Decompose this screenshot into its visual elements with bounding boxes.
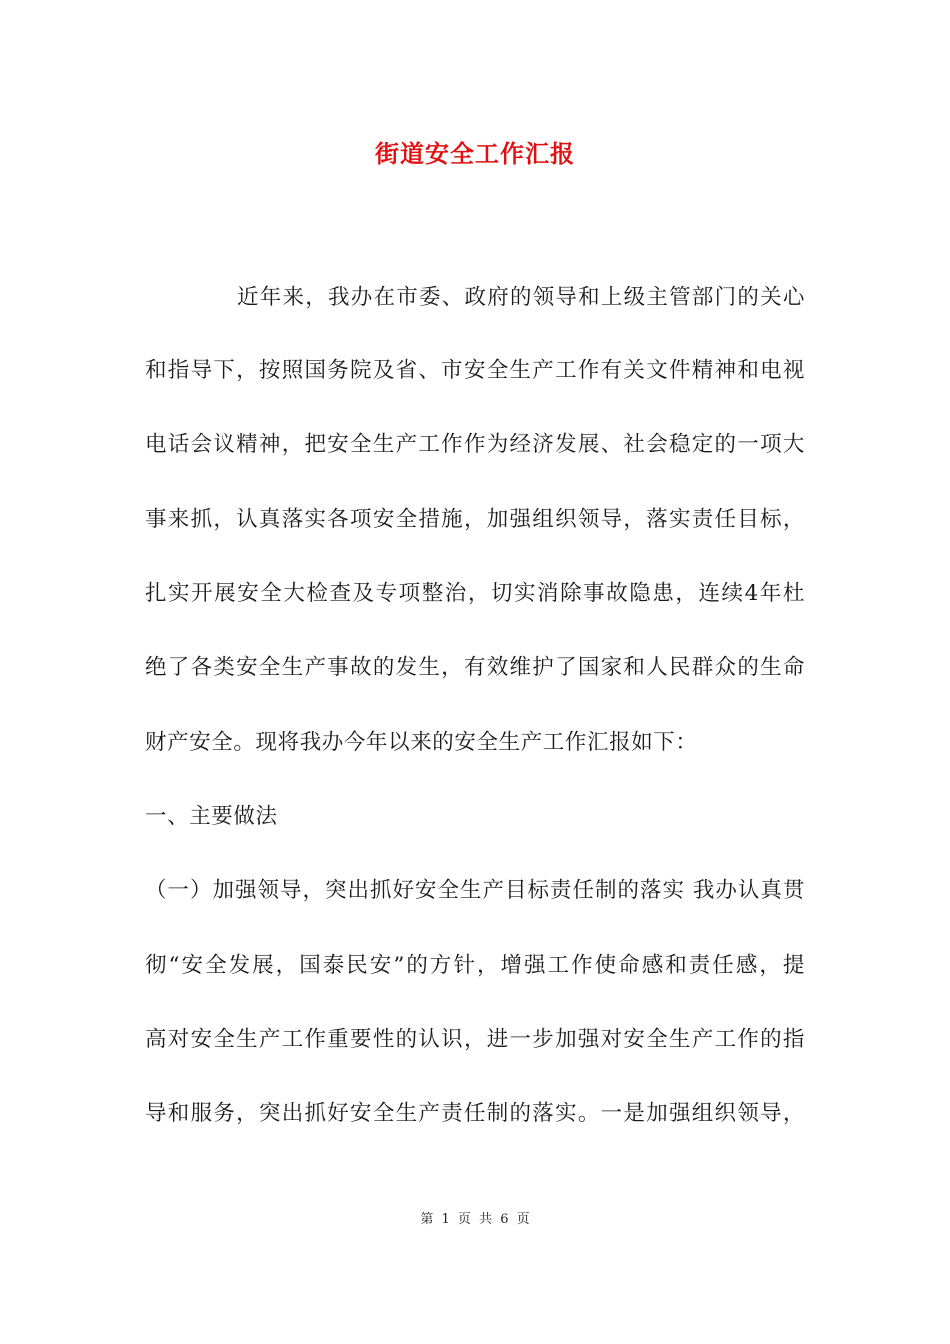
body-line-5: 扎实开展安全大检查及专项整治，切实消除事故隐患，连续4年杜: [145, 581, 805, 606]
body-line-3: 电话会议精神，把安全生产工作作为经济发展、社会稳定的一项大: [145, 432, 805, 457]
body-line-9: （一）加强领导，突出抓好安全生产目标责任制的落实 我办认真贯: [145, 878, 805, 903]
body-line-11: 高对安全生产工作重要性的认识，进一步加强对安全生产工作的指: [145, 1027, 805, 1052]
body-line-6: 绝了各类安全生产事故的发生，有效维护了国家和人民群众的生命: [145, 655, 805, 680]
document-title: 街道安全工作汇报: [375, 139, 575, 168]
body-line-12: 导和服务，突出抓好安全生产责任制的落实。一是加强组织领导，: [145, 1101, 805, 1126]
page-number-footer: 第 1 页 共 6 页: [420, 1212, 530, 1227]
section-heading: 一、主要做法: [145, 804, 278, 829]
body-line-10: 彻“安全发展，国泰民安”的方针，增强工作使命感和责任感，提: [145, 953, 805, 978]
body-line-1: 近年来，我办在市委、政府的领导和上级主管部门的关心: [237, 285, 805, 310]
body-line-2: 和指导下，按照国务院及省、市安全生产工作有关文件精神和电视: [145, 358, 805, 383]
body-line-7: 财产安全。现将我办今年以来的安全生产工作汇报如下：: [145, 730, 698, 755]
body-line-4: 事来抓，认真落实各项安全措施，加强组织领导，落实责任目标，: [145, 507, 805, 532]
